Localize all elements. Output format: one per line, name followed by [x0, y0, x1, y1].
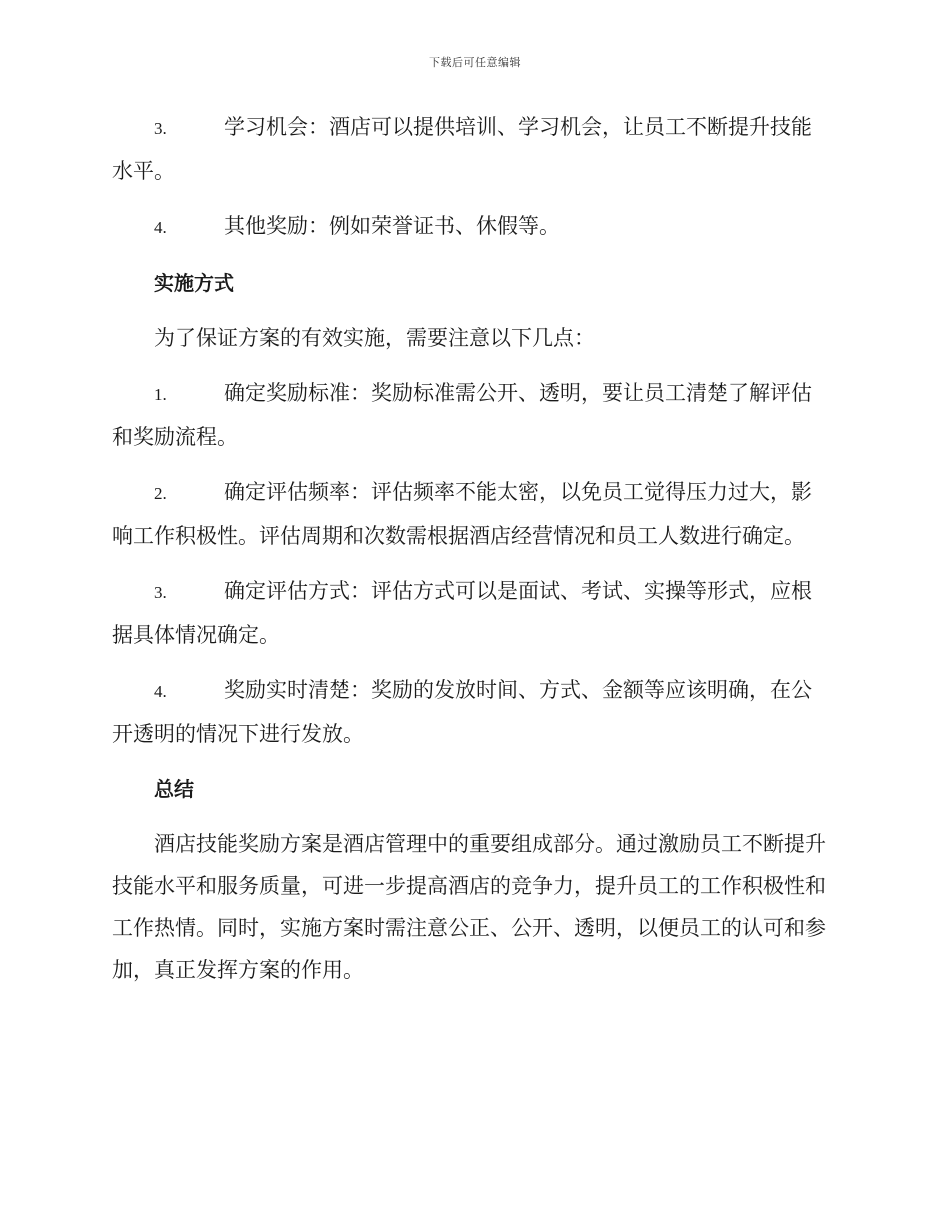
list-item-learning: [112, 106, 832, 192]
list-item-frequency: [112, 471, 832, 557]
header-note: 下载后可任意编辑: [429, 56, 521, 69]
list-text: 学习机会：酒店可以提供培训、学习机会，让员工不断提升技能水平。: [112, 115, 812, 183]
list-item-method: [112, 570, 832, 656]
list-text: 奖励实时清楚：奖励的发放时间、方式、金额等应该明确，在公开透明的情况下进行发放。: [112, 678, 812, 746]
list-number: 3.: [154, 583, 167, 602]
list-text: 确定评估频率：评估频率不能太密，以免员工觉得压力过大，影响工作积极性。评估周期和次数需根据酒店经营情况和员工人数进行确定。: [112, 480, 812, 548]
list-number: 2.: [154, 484, 167, 503]
list-text: 确定评估方式：评估方式可以是面试、考试、实操等形式，应根据具体情况确定。: [112, 579, 812, 647]
list-number: 4.: [154, 218, 167, 237]
paragraph-intro: 为了保证方案的有效实施，需要注意以下几点：: [154, 326, 595, 350]
list-text: 确定奖励标准：奖励标准需公开、透明，要让员工清楚了解评估和奖励流程。: [112, 381, 812, 449]
list-number: 3.: [154, 119, 167, 138]
list-text: 其他奖励：例如荣誉证书、休假等。: [224, 214, 560, 238]
list-item-other-rewards: [112, 205, 832, 249]
list-number: 4.: [154, 682, 167, 701]
paragraph-summary: 酒店技能奖励方案是酒店管理中的重要组成部分。通过激励员工不断提升技能水平和服务质量，可进一步提高酒店的竞争力，提升员工的工作积极性和工作热情。同时，实施方案时需注意公正、公开、透明，以便员工的认可和参加，真正发挥方案的作用。: [112, 832, 826, 982]
list-number: 1.: [154, 385, 167, 404]
list-item-clarity: [112, 669, 832, 755]
section-heading-summary: 总结: [154, 777, 194, 801]
section-heading-implementation: 实施方式: [154, 271, 234, 295]
list-item-standard: [112, 372, 832, 458]
document-body: [112, 106, 832, 1004]
